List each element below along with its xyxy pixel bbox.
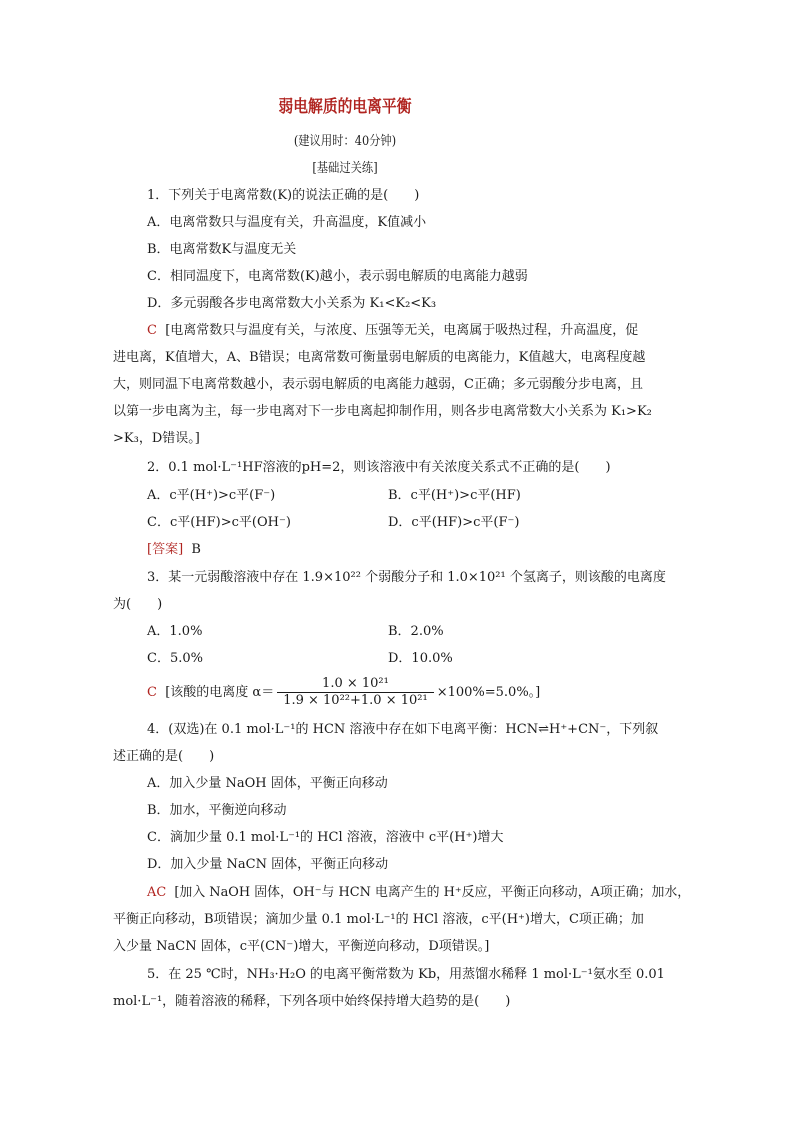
q1-answer: C <box>147 323 157 338</box>
q2-option-b: B．c平(H⁺)>c平(HF) <box>388 488 521 503</box>
q4-option-d: D．加入少量 NaCN 固体，平衡正向移动 <box>147 857 389 872</box>
q4-stem: 4．(双选)在 0.1 mol·L⁻¹的 HCN 溶液中存在如下电离平衡：HCN⇌H⁺+CN⁻，下列叙 <box>147 722 659 737</box>
page-title: 弱电解质的电离平衡 <box>278 97 412 117</box>
q2-option-d: D．c平(HF)>c平(F⁻) <box>388 515 520 530</box>
q4-explanation-line: 平衡正向移动，B项错误；滴加少量 0.1 mol·L⁻¹的 HCl 溶液，c平(H⁺)增大，C项正确；加 <box>113 912 644 927</box>
q3-stem-cont: 为( ) <box>113 597 163 612</box>
q5-stem: 5．在 25 ℃时，NH₃·H₂O 的电离平衡常数为 Kb，用蒸馏水稀释 1 mol·L⁻¹氨水至 0.01 <box>147 967 665 982</box>
q2-option-a: A．c平(H⁺)>c平(F⁻) <box>147 488 276 503</box>
q3-explanation-text: [该酸的电离度 α＝ <box>165 685 275 700</box>
q4-option-b: B．加水，平衡逆向移动 <box>147 803 287 818</box>
section-heading: [基础过关练] <box>312 161 378 176</box>
q1-option-c: C．相同温度下，电离常数(K)越小，表示弱电解质的电离能力越弱 <box>147 269 528 284</box>
q1-option-b: B．电离常数K与温度无关 <box>147 242 297 257</box>
q4-explanation-line <box>147 884 690 902</box>
q1-option-d: D．多元弱酸各步电离常数大小关系为 K₁<K₂<K₃ <box>147 296 437 311</box>
fraction-numerator: 1.0 × 10²¹ <box>277 676 434 693</box>
q3-option-d: D．10.0% <box>388 651 453 666</box>
ionization-fraction <box>277 676 434 709</box>
q2-answer: B <box>191 542 201 557</box>
q1-explanation-line: 以第一步电离为主，每一步电离对下一步电离起抑制作用，则各步电离常数大小关系为 K₁>K₂ <box>113 404 652 419</box>
q2-option-c: C．c平(HF)>c平(OH⁻) <box>147 515 291 530</box>
q2-stem: 2．0.1 mol·L⁻¹HF溶液的pH=2，则该溶液中有关浓度关系式不正确的是( ) <box>147 460 611 475</box>
q1-explanation-line: 进电离，K值增大，A、B错误；电离常数可衡量弱电解质的电离能力，K值越大，电离程度越 <box>113 350 646 365</box>
q3-option-b: B．2.0% <box>388 624 444 639</box>
q3-stem: 3．某一元弱酸溶液中存在 1.9×10²² 个弱酸分子和 1.0×10²¹ 个氢离子，则该酸的电离度 <box>147 570 666 585</box>
q4-option-c: C．滴加少量 0.1 mol·L⁻¹的 HCl 溶液，溶液中 c平(H⁺)增大 <box>147 830 504 845</box>
q1-explanation-line <box>147 322 679 340</box>
fraction-denominator: 1.9 × 10²²+1.0 × 10²¹ <box>283 693 428 708</box>
q3-explanation-result: ×100%=5.0%。] <box>436 685 541 700</box>
q1-explanation-line: >K₃，D错误。] <box>113 431 200 446</box>
q4-explanation-line: 入少量 NaCN 固体，c平(CN⁻)增大，平衡逆向移动，D项错误。] <box>113 939 490 954</box>
q3-explanation <box>147 676 540 709</box>
q1-option-a: A．电离常数只与温度有关，升高温度，K值减小 <box>147 215 427 230</box>
q3-option-c: C．5.0% <box>147 651 203 666</box>
q5-stem-cont: mol·L⁻¹，随着溶液的稀释，下列各项中始终保持增大趋势的是( ) <box>113 994 511 1009</box>
q1-explanation-text: [电离常数只与温度有关，与浓度、压强等无关，电离属于吸热过程，升高温度，促 <box>165 323 639 338</box>
q3-answer: C <box>147 685 157 700</box>
q4-stem-cont: 述正确的是( ) <box>113 749 215 764</box>
q4-answer: AC <box>147 885 167 900</box>
q2-answer-line <box>147 541 201 559</box>
q2-answer-label: [答案] <box>147 542 184 557</box>
q1-stem: 1．下列关于电离常数(K)的说法正确的是( ) <box>147 188 420 203</box>
q4-option-a: A．加入少量 NaOH 固体，平衡正向移动 <box>147 776 388 791</box>
time-hint: (建议用时：40分钟) <box>293 134 397 149</box>
q1-explanation-line: 大，则同温下电离常数越小，表示弱电解质的电离能力越弱，C正确；多元弱酸分步电离，且 <box>113 377 643 392</box>
q4-explanation-text: [加入 NaOH 固体，OH⁻与 HCN 电离产生的 H⁺反应，平衡正向移动，A项正确；加水， <box>174 885 691 900</box>
q3-option-a: A．1.0% <box>147 624 203 639</box>
